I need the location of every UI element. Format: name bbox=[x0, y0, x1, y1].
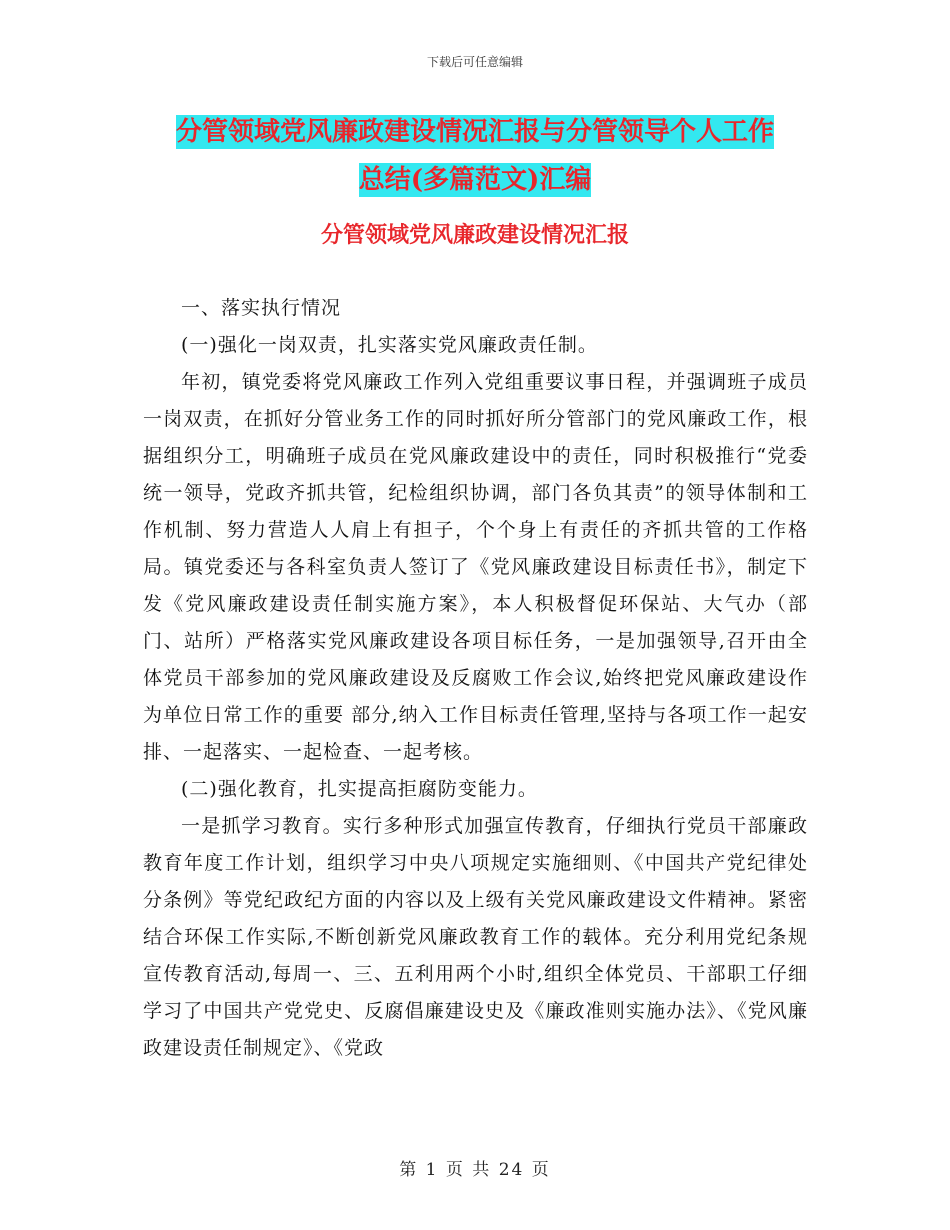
paragraph: 一是抓学习教育。实行多种形式加强宣传教育，仔细执行党员干部廉政教育年度工作计划，组织学习中央八项规定实施细则、《中国共产党纪律处分条例》等党纪政纪方面的内容以及上级有关党风廉政建设文件精神。紧密结合环保工作实际,不断创新党风廉政教育工作的载体。充分利用党纪条规宣传教育活动,每周一、三、五利用两个小时,组织全体党员、干部职工仔细学习了中国共产党党史、反腐倡廉建设史及《廉政准则实施办法》、《党风廉政建设责任制规定》、《党政 bbox=[143, 815, 808, 1059]
paragraph: (二)强化教育，扎实提高拒腐防变能力。 bbox=[181, 778, 538, 800]
document-title bbox=[90, 108, 860, 204]
title-line-2: 总结(多篇范文)汇编 bbox=[358, 165, 592, 195]
paragraph: 一、落实执行情况 bbox=[181, 297, 342, 319]
title-line-1: 分管领域党风廉政建设情况汇报与分管领导个人工作 bbox=[175, 117, 774, 147]
paragraph: (一)强化一岗双责，扎实落实党风廉政责任制。 bbox=[181, 334, 598, 356]
section-title: 分管领域党风廉政建设情况汇报 bbox=[320, 222, 629, 248]
document-body bbox=[143, 290, 808, 1067]
page-footer: 第 1 页 共 24 页 bbox=[399, 1160, 551, 1180]
paragraph: 年初，镇党委将党风廉政工作列入党组重要议事日程，并强调班子成员一岗双责，在抓好分管业务工作的同时抓好所分管部门的党风廉政工作，根据组织分工，明确班子成员在党风廉政建设中的责任，同时积极推行“党委统一领导，党政齐抓共管，纪检组织协调，部门各负其责”的领导体制和工作机制、努力营造人人肩上有担子，个个身上有责任的齐抓共管的工作格局。镇党委还与各科室负责人签订了《党风廉政建设目标责任书》，制定下发《党风廉政建设责任制实施方案》，本人积极督促环保站、大气办（部门、站所）严格落实党风廉政建设各项目标任务，一是加强领导,召开由全体党员干部参加的党风廉政建设及反腐败工作会议,始终把党风廉政建设作为单位日常工作的重要 部分,纳入工作目标责任管理,坚持与各项工作一起安排、一起落实、一起检查、一起考核。 bbox=[143, 371, 808, 763]
header-note: 下载后可任意编辑 bbox=[426, 55, 523, 69]
